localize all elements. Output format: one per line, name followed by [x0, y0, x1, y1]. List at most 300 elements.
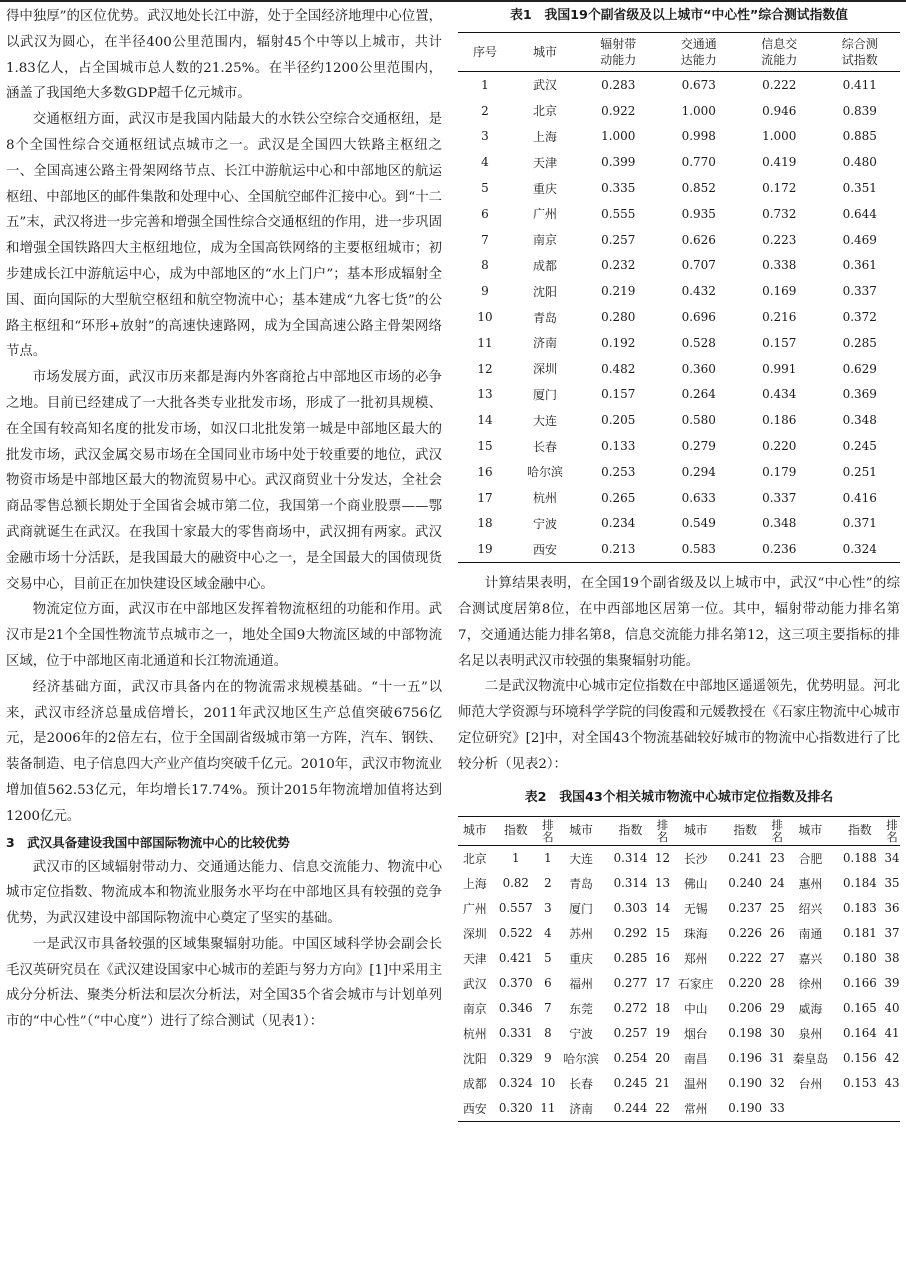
table2-cell: 32: [769, 1076, 785, 1091]
table1-header: 信息交流能力: [739, 33, 820, 72]
table1-cell: 0.482: [601, 361, 636, 376]
table2-row: [458, 896, 900, 921]
table2-cell: 3: [544, 901, 552, 916]
paragraph-advantages: 武汉市的区域辐射带动力、交通通达能力、信息交流能力、物流中心城市定位指数、物流成本和物流业服务水平均在中部地区具有较强的竞争优势，为武汉建设中部国际物流中心奠定了坚实的基础。: [6, 859, 442, 927]
table1-cell: 0.922: [601, 103, 636, 118]
table2-cell: 长沙: [683, 851, 708, 866]
table1-cell: 0.419: [762, 155, 797, 170]
table2-cell: 杭州: [463, 1026, 487, 1041]
table1-row: [458, 98, 900, 124]
table2-cell: 11: [540, 1101, 556, 1116]
paragraph-economy: 经济基础方面，武汉市具备内在的物流需求规模基础。“十一五”以来，武汉市经济总量成倍增长，2011年武汉地区生产总值突破6756亿元，是2006年的2倍左右，位于全国副省级城市第一方阵，汽车、钢铁、装备制造、电子信息四大产业产值均突破千亿元。2010年，武汉市物流业增加值562.53亿元，年均增长17.74%。预计2015年物流增加值将达到1200亿元。: [6, 679, 442, 824]
table1-cell: 0.644: [842, 206, 877, 221]
paragraph-logistics-index: 二是武汉物流中心城市定位指数在中部地区遥遥领先，优势明显。河北师范大学资源与环境科学学院的闫俊霞和元媛教授在《石家庄物流中心城市定位研究》[2]中，对全国43个物流基础较好城市的物流中心指数进行了比较分析（见表2）：: [458, 679, 900, 772]
table1-cell: 0.852: [681, 181, 716, 196]
table1-cell: 宁波: [532, 516, 557, 531]
table2-cell: 徐州: [798, 976, 823, 991]
table1-cell: 0.265: [601, 490, 636, 505]
table2-cell: 长春: [569, 1076, 593, 1091]
paragraph-location: 得中独厚”的区位优势。武汉地处长江中游，处于全国经济地理中心位置，以武汉为圆心，在半径400公里范围内，辐射45个中等以上城市，共计1.83亿人，占全国城市总人数的21.25%。在半径约1200公里范围内，涵盖了我国绝大多数GDP超千亿元城市。: [6, 9, 442, 102]
table2-cell: 15: [655, 926, 671, 941]
table1-cell: 0.469: [842, 232, 877, 247]
table2-cell: 0.240: [728, 876, 763, 891]
table2-cell: 9: [544, 1051, 552, 1066]
table1-cell: 0.223: [762, 232, 797, 247]
table1-row: [458, 511, 900, 537]
table1-cell: 0.371: [842, 516, 877, 531]
table2-cell: 石家庄: [678, 976, 714, 991]
table2-header: 排名: [769, 816, 785, 845]
table2-cell: 泉州: [798, 1026, 823, 1041]
table2-cell: 济南: [569, 1101, 593, 1116]
table1-cell: 0.253: [601, 464, 636, 479]
table1-cell: 西安: [532, 542, 557, 557]
table2-cell: 0.277: [613, 976, 648, 991]
table1-row: [458, 124, 900, 150]
table2-header: 城市: [458, 816, 492, 845]
table2-cell: 嘉兴: [798, 951, 823, 966]
table2-cell: 0.156: [842, 1051, 877, 1066]
table1-row: [458, 278, 900, 304]
table1-row: [458, 407, 900, 433]
table2-cell: 温州: [683, 1076, 708, 1091]
table2-cell: [884, 1096, 900, 1122]
table2-cell: 43: [884, 1076, 900, 1091]
table2-cell: 0.244: [613, 1101, 648, 1116]
table2-cell: 35: [884, 876, 900, 891]
table2-cell: 0.165: [842, 1001, 877, 1016]
table2-cell: 深圳: [463, 926, 487, 941]
table1-cell: 18: [477, 516, 493, 531]
table2-cell: 0.237: [728, 901, 763, 916]
table2-cell: 31: [769, 1051, 785, 1066]
paragraph-market: 市场发展方面，武汉市历来都是海内外客商抢占中部地区市场的必争之地。目前已经建成了一大批各类专业批发市场，形成了一批初具规模、在全国有较高知名度的批发市场，如汉口北批发第一城是中部地区最大的批发市场，武汉金属交易市场在全国同业市场中处于较重要的地位，武汉物资市场是中部地区最大的物流贸易中心。武汉商贸业十分发达，全社会商品零售总额长期处于全国省会城市第二位，我国第一个商业股票——鄂武商就诞生在武汉。在我国十家最大的零售商场中，武汉拥有两家。武汉金融市场十分活跃，是我国最大的融资中心之一，是全国最大的国债现货交易中心，目前正在加快建设区域金融中心。: [6, 370, 442, 592]
table2-cell: 0.153: [842, 1076, 877, 1091]
table1-body: [458, 72, 900, 563]
table1-cell: 0.935: [681, 206, 716, 221]
table1-cell: 2: [481, 103, 489, 118]
table1-cell: 1.000: [601, 129, 636, 144]
table1-cell: 济南: [532, 336, 557, 351]
table1-cell: 0.219: [601, 284, 636, 299]
table1-cell: 0.337: [842, 284, 877, 299]
table2-cell: 郑州: [683, 951, 708, 966]
table2-cell: 17: [655, 976, 671, 991]
table2-cell: 8: [544, 1026, 552, 1041]
table1-row: [458, 253, 900, 279]
table1-cell: 大连: [532, 413, 557, 428]
table2-cell: 0.331: [498, 1026, 533, 1041]
table1-row: [458, 149, 900, 175]
table1-cell: 上海: [532, 129, 557, 144]
table1-cell: 0.324: [842, 542, 877, 557]
table1-cell: 1: [481, 77, 489, 92]
table1-row: [458, 459, 900, 485]
table1-cell: 0.157: [601, 387, 636, 402]
table2-cell: 0.184: [842, 876, 877, 891]
table1-cell: 深圳: [532, 362, 557, 377]
table2-cell: [785, 1096, 836, 1122]
table1-cell: 0.629: [842, 361, 877, 376]
table1-header: 交通通达能力: [659, 33, 740, 72]
table2-cell: 39: [884, 976, 900, 991]
table2-cell: 0.206: [728, 1001, 763, 1016]
table1-cell: 0.236: [762, 542, 797, 557]
table1-cell: 0.245: [842, 439, 877, 454]
table1-cell: 长春: [532, 439, 557, 454]
table2-header: 指数: [606, 816, 654, 845]
table2-header: 指数: [836, 816, 884, 845]
table2-cell: [836, 1096, 884, 1122]
table2-cell: 佛山: [683, 876, 708, 891]
table1-cell: 11: [477, 335, 493, 350]
table2-cell: 宁波: [569, 1026, 593, 1041]
table2-cell: 5: [544, 951, 552, 966]
table2-cell: 0.314: [613, 876, 648, 891]
table2-cell: 34: [884, 851, 900, 866]
table2-cell: 0.220: [728, 976, 763, 991]
table2-cell: 40: [884, 1001, 900, 1016]
table1-cell: 0.770: [681, 155, 716, 170]
table2-header: 排名: [884, 816, 900, 845]
table1-row: [458, 536, 900, 562]
table2-row: [458, 946, 900, 971]
table1-caption: 表1 我国19个副省级及以上城市“中心性”综合测试指数值: [510, 8, 848, 23]
table1-cell: 0.411: [842, 77, 877, 92]
table2-cell: 30: [769, 1026, 785, 1041]
table2-cell: 南通: [798, 926, 823, 941]
table2-header: 指数: [721, 816, 769, 845]
table1-row: [458, 72, 900, 98]
table2-cell: 苏州: [569, 926, 593, 941]
table2-cell: 0.320: [498, 1101, 533, 1116]
table2-cell: 福州: [569, 976, 593, 991]
table2-cell: 0.292: [613, 926, 648, 941]
table1-cell: 0.172: [762, 181, 797, 196]
table2-cell: 22: [655, 1101, 671, 1116]
table1-cell: 0.251: [842, 464, 877, 479]
table1-cell: 0.885: [842, 129, 877, 144]
table1-cell: 武汉: [532, 78, 557, 93]
table1-cell: 0.213: [601, 542, 636, 557]
table2-cell: 0.226: [728, 926, 763, 941]
table2-cell: 27: [769, 951, 785, 966]
table2-cell: 无锡: [683, 901, 708, 916]
table1-cell: 12: [477, 361, 493, 376]
table1-cell: 0.839: [842, 103, 877, 118]
table2-cell: 0.196: [728, 1051, 763, 1066]
table2-cell: 0.303: [613, 901, 648, 916]
table1-cell: 6: [481, 206, 489, 221]
table1-cell: 0.946: [762, 103, 797, 118]
table1-cell: 17: [477, 490, 493, 505]
table2: [458, 816, 900, 1122]
section-heading: 3 武汉具备建设我国中部国际物流中心的比较优势: [6, 834, 290, 850]
right-column: [458, 4, 900, 1122]
table1-cell: 0.351: [842, 181, 877, 196]
table1-cell: 哈尔滨: [526, 465, 563, 480]
table2-cell: 1: [544, 851, 552, 866]
table2-cell: 0.370: [498, 976, 533, 991]
table2-cell: 0.522: [498, 926, 533, 941]
table2-cell: 0.241: [728, 851, 763, 866]
table2-row: [458, 971, 900, 996]
table2-cell: 青岛: [569, 876, 593, 891]
table1-header: 辐射带动能力: [578, 33, 659, 72]
table1-cell: 0.192: [601, 335, 636, 350]
table2-cell: 东莞: [569, 1001, 593, 1016]
table2-cell: 20: [655, 1051, 671, 1066]
table1-cell: 天津: [532, 155, 557, 170]
table2-cell: 常州: [683, 1101, 708, 1116]
table2-header: 指数: [492, 816, 540, 845]
table2-cell: 0.254: [613, 1051, 648, 1066]
table1-cell: 北京: [532, 104, 557, 119]
paragraph-logistics-position: 物流定位方面，武汉市在中部地区发挥着物流枢纽的功能和作用。武汉市是21个全国性物流节点城市之一，地处全国9大物流区域的中部物流区域，位于中部地区南北通道和长江物流通道。: [6, 602, 442, 669]
table2-cell: 沈阳: [463, 1051, 487, 1066]
table1-row: [458, 485, 900, 511]
table2-header: 城市: [556, 816, 607, 845]
table1-row: [458, 356, 900, 382]
table2-cell: 烟台: [683, 1026, 708, 1041]
table2-cell: 成都: [463, 1076, 487, 1091]
table1-cell: 0.169: [762, 284, 797, 299]
table2-cell: 0.166: [842, 976, 877, 991]
table1-cell: 0.432: [681, 284, 716, 299]
table2-header: 排名: [540, 816, 556, 845]
table2-header: 城市: [785, 816, 836, 845]
table1-cell: 沈阳: [532, 284, 557, 299]
table2-cell: 重庆: [569, 951, 593, 966]
table2-cell: 19: [655, 1026, 671, 1041]
table1-row: [458, 227, 900, 253]
table2-cell: 0.198: [728, 1026, 763, 1041]
table1-cell: 0.294: [681, 464, 716, 479]
table2-cell: 2: [544, 876, 552, 891]
table2-cell: 哈尔滨: [563, 1051, 599, 1066]
table2-caption: 表2 我国43个相关城市物流中心城市定位指数及排名: [524, 789, 834, 805]
table2-cell: 秦皇岛: [792, 1051, 829, 1066]
table2-cell: 厦门: [569, 901, 593, 916]
table2-row: [458, 1021, 900, 1046]
table1-cell: 0.528: [681, 335, 716, 350]
table2-header: 城市: [671, 816, 722, 845]
table1-row: [458, 175, 900, 201]
table1-row: [458, 304, 900, 330]
table2-cell: 上海: [463, 876, 487, 891]
table1-cell: 0.222: [762, 77, 797, 92]
table1-cell: 成都: [532, 258, 557, 273]
table1-cell: 0.991: [762, 361, 797, 376]
table2-cell: 0.329: [498, 1051, 533, 1066]
table2-cell: 18: [655, 1001, 671, 1016]
table1-cell: 0.549: [681, 516, 716, 531]
table1-cell: 0.205: [601, 413, 636, 428]
table2-cell: 北京: [463, 851, 487, 866]
table1-cell: 广州: [532, 207, 557, 222]
table2-cell: 0.181: [842, 926, 877, 941]
table1-cell: 0.580: [681, 413, 716, 428]
table2-cell: 0.272: [613, 1001, 648, 1016]
table1-cell: 0.707: [681, 258, 716, 273]
table1-cell: 0.285: [842, 335, 877, 350]
table1-cell: 0.337: [762, 490, 797, 505]
table1-row: [458, 330, 900, 356]
table2-cell: 0.180: [842, 951, 877, 966]
table2-cell: 16: [655, 951, 671, 966]
table1-cell: 0.399: [601, 155, 636, 170]
table2-cell: 0.324: [498, 1076, 533, 1091]
table1-cell: 0.633: [681, 490, 716, 505]
table1-cell: 0.335: [601, 181, 636, 196]
table2-cell: 珠海: [683, 926, 708, 941]
table1-cell: 0.338: [762, 258, 797, 273]
table2-header-row: [458, 816, 900, 845]
table1-cell: 0.133: [601, 439, 636, 454]
paragraph-transport-hub: 交通枢纽方面，武汉市是我国内陆最大的水铁公空综合交通枢纽，是8个全国性综合交通枢纽试点城市之一。武汉是全国四大铁路主枢纽之一、全国高速公路主骨架网络节点、长江中游航运中心和中部地区的航运枢纽、中部地区的邮件集散和处理中心、全国航空邮件汇接中心。到“十二五”末，武汉将进一步完善和增强全国性综合交通枢纽的作用，进一步巩固和增强全国铁路四大主枢纽地位，成为全国高铁网络的主要枢纽城市；初步建成长江中游航运中心，成为中部地区的“水上门户”；基本形成辐射全国、面向国际的大型航空枢纽和航空物流中心；基本建成“九客七货”的公路主枢纽和“环形+放射”的高速快速路网，成为全国高速公路主骨架网络节点。: [6, 112, 442, 360]
table1-cell: 0.696: [681, 310, 716, 325]
table1-cell: 14: [477, 413, 493, 428]
table2-cell: 武汉: [463, 976, 487, 991]
table2-cell: 绍兴: [798, 901, 823, 916]
table1-cell: 0.186: [762, 413, 797, 428]
table1-cell: 0.372: [842, 310, 877, 325]
table1-cell: 0.279: [681, 439, 716, 454]
table1-cell: 8: [481, 258, 489, 273]
table2-cell: 0.190: [728, 1076, 763, 1091]
table1-cell: 0.257: [601, 232, 636, 247]
table1-cell: 0.369: [842, 387, 877, 402]
table2-cell: 0.285: [613, 951, 648, 966]
table1-cell: 0.583: [681, 542, 716, 557]
table1-cell: 13: [477, 387, 493, 402]
table2-cell: 23: [769, 851, 785, 866]
table1-cell: 0.360: [681, 361, 716, 376]
table1-cell: 1.000: [762, 129, 797, 144]
table2-cell: 台州: [798, 1076, 823, 1091]
table1-cell: 0.361: [842, 258, 877, 273]
table2-cell: 0.314: [613, 851, 648, 866]
table2-cell: 10: [540, 1076, 556, 1091]
table1: [458, 32, 900, 563]
table2-cell: 0.188: [842, 851, 877, 866]
table1-cell: 0.626: [681, 232, 716, 247]
table1-cell: 杭州: [532, 491, 557, 506]
table2-cell: 6: [544, 976, 552, 991]
table2-header: 排名: [655, 816, 671, 845]
table2-cell: 21: [655, 1076, 671, 1091]
table2-cell: 0.190: [728, 1101, 763, 1116]
table1-cell: 7: [481, 232, 489, 247]
table2-cell: 26: [769, 926, 785, 941]
table2-cell: 0.421: [498, 951, 533, 966]
table2-cell: 28: [769, 976, 785, 991]
table1-cell: 0.348: [842, 413, 877, 428]
table2-cell: 0.183: [842, 901, 877, 916]
table1-row: [458, 433, 900, 459]
table2-cell: 西安: [463, 1101, 487, 1116]
table2-body: [458, 845, 900, 1121]
paragraph-results: 计算结果表明，在全国19个副省级及以上城市中，武汉“中心性”的综合测试度居第8位，在中西部地区居第一位。其中，辐射带动能力排名第7，交通通达能力排名第8，信息交流能力排名第12，这三项主要指标的排名足以表明武汉市较强的集聚辐射功能。: [458, 576, 900, 669]
table2-cell: 0.222: [728, 951, 763, 966]
table2-cell: 0.82: [502, 876, 529, 891]
header-rule: [0, 0, 906, 2]
table2-cell: 0.346: [498, 1001, 533, 1016]
table1-cell: 0.348: [762, 516, 797, 531]
table1-cell: 19: [477, 542, 493, 557]
table1-cell: 10: [477, 310, 493, 325]
table1-cell: 0.416: [842, 490, 877, 505]
table2-cell: 12: [655, 851, 671, 866]
table1-cell: 0.434: [762, 387, 797, 402]
table1-row: [458, 201, 900, 227]
table2-cell: 36: [884, 901, 900, 916]
table2-cell: 0.557: [498, 901, 533, 916]
table2-cell: 1: [512, 851, 520, 866]
table1-row: [458, 382, 900, 408]
table2-row: [458, 921, 900, 946]
table1-cell: 南京: [532, 233, 557, 248]
table2-cell: 广州: [463, 901, 487, 916]
table2-cell: 威海: [798, 1001, 823, 1016]
table2-cell: 南京: [463, 1001, 487, 1016]
table1-header: 城市: [512, 33, 578, 72]
table2-cell: 25: [769, 901, 785, 916]
table2-cell: 合肥: [798, 851, 823, 866]
table2-cell: 0.257: [613, 1026, 648, 1041]
table1-cell: 0.232: [601, 258, 636, 273]
table2-row: [458, 845, 900, 871]
paragraph-radiation: 一是武汉市具备较强的区域集聚辐射功能。中国区域科学协会副会长毛汉英研究员在《武汉建设国家中心城市的差距与努力方向》[1]中采用主成分分析法、聚类分析法和层次分析法，对全国35个省会城市与计划单列市的“中心性”（“中心度”）进行了综合测试（见表1）：: [6, 936, 442, 1030]
table1-cell: 0.480: [842, 155, 877, 170]
table1-cell: 4: [481, 155, 489, 170]
table1-header: 序号: [458, 33, 512, 72]
table2-cell: 4: [544, 926, 552, 941]
table2-cell: 41: [884, 1026, 900, 1041]
table1-cell: 0.264: [681, 387, 716, 402]
table2-cell: 南昌: [683, 1051, 708, 1066]
table2-cell: 惠州: [798, 876, 823, 891]
table1-cell: 0.280: [601, 310, 636, 325]
table2-cell: 0.245: [613, 1076, 648, 1091]
table2-cell: 42: [884, 1051, 900, 1066]
table2-cell: 33: [769, 1101, 785, 1116]
table2-cell: 24: [769, 876, 785, 891]
table2-cell: 大连: [569, 851, 593, 866]
table1-header-row: [458, 33, 900, 72]
table1-cell: 0.157: [762, 335, 797, 350]
table1-cell: 0.216: [762, 310, 797, 325]
table1-cell: 0.673: [681, 77, 716, 92]
table1-cell: 0.732: [762, 206, 797, 221]
table2-cell: 13: [655, 876, 671, 891]
table1-cell: 0.283: [601, 77, 636, 92]
table1-cell: 厦门: [532, 387, 557, 402]
table2-row: [458, 1096, 900, 1122]
table1-cell: 0.555: [601, 206, 636, 221]
table2-row: [458, 996, 900, 1021]
table2-cell: 0.164: [842, 1026, 877, 1041]
table1-cell: 9: [481, 284, 489, 299]
table2-cell: 中山: [683, 1001, 708, 1016]
table1-cell: 0.179: [762, 464, 797, 479]
table1-header: 综合测试指数: [820, 33, 901, 72]
table2-row: [458, 1046, 900, 1071]
table1-cell: 青岛: [532, 310, 557, 325]
table2-cell: 37: [884, 926, 900, 941]
left-column: [6, 4, 442, 1035]
table1-cell: 3: [481, 129, 489, 144]
